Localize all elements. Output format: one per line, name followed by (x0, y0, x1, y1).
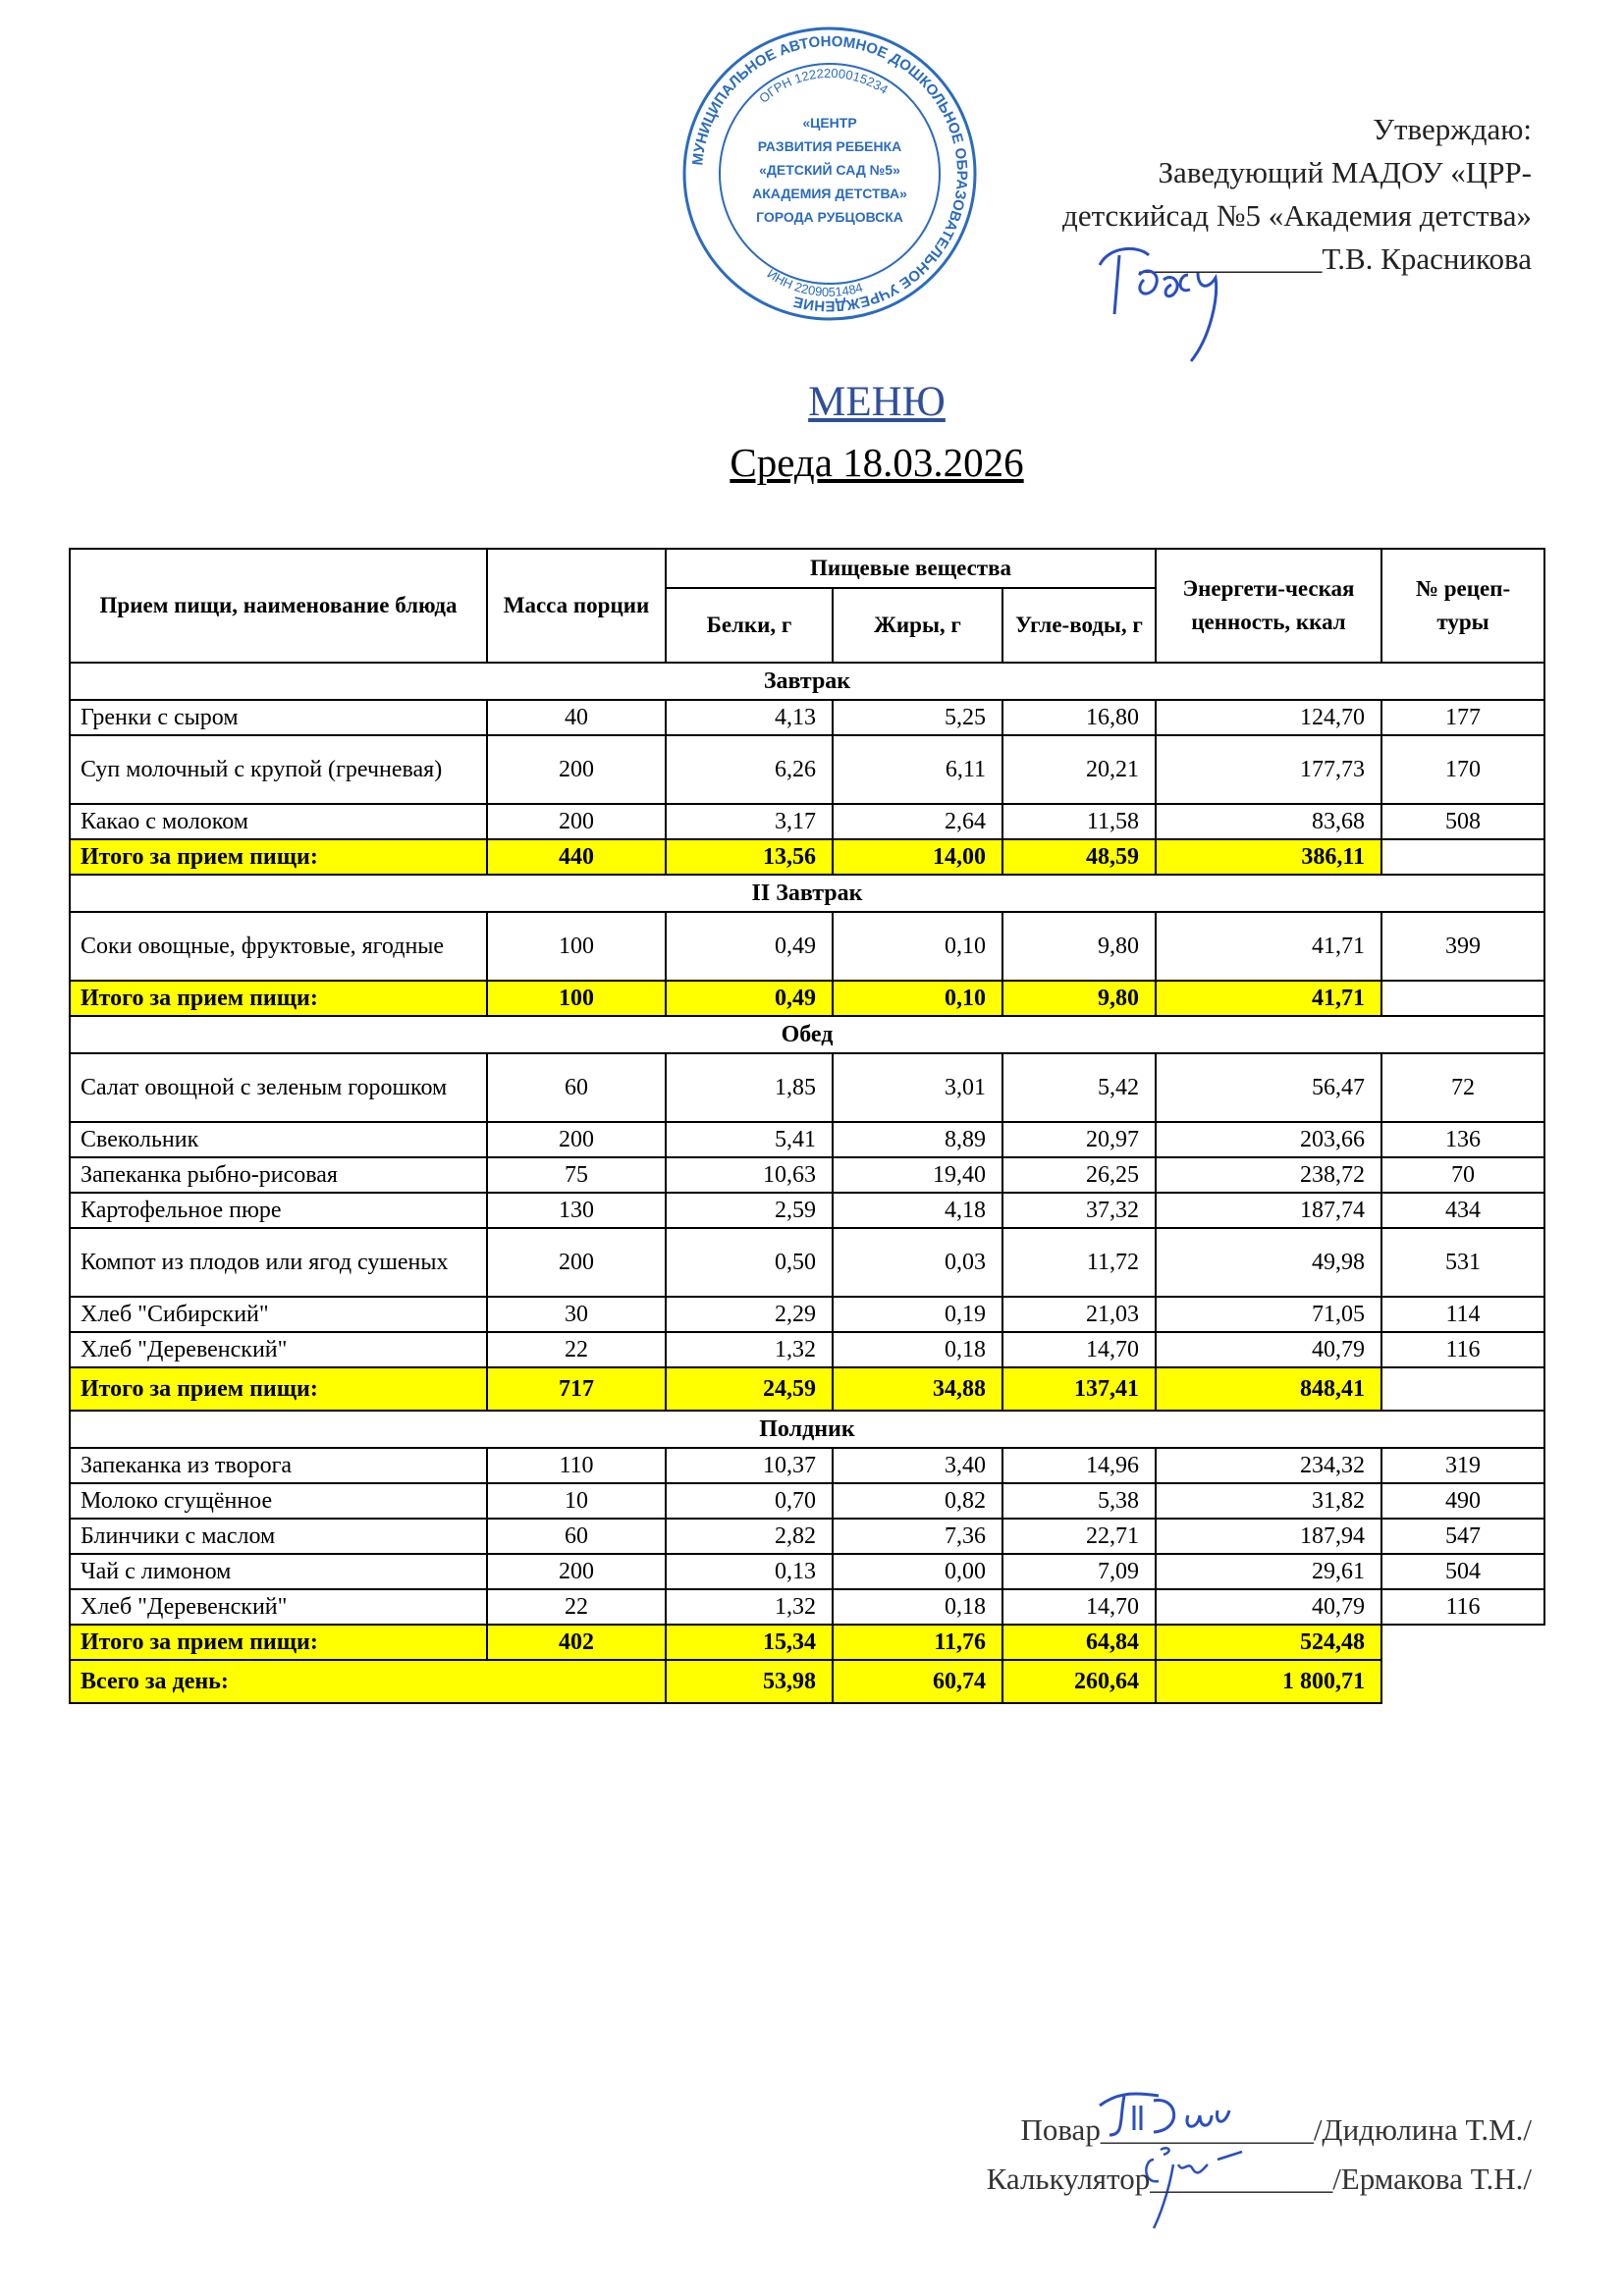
table-row (70, 700, 1544, 735)
header-recipe: № рецеп-туры (1381, 549, 1544, 663)
table-row (70, 1053, 1544, 1122)
total-carbs: 9,80 (1002, 981, 1156, 1016)
section-title: Завтрак (70, 663, 1544, 700)
cell-fat: 0,82 (833, 1483, 1002, 1519)
dish-name: Блинчики с маслом (70, 1519, 487, 1554)
section-header-row (70, 1411, 1544, 1448)
cell-mass: 200 (487, 1122, 666, 1157)
cell-recipe: 72 (1381, 1053, 1544, 1122)
section-title: Полдник (70, 1411, 1544, 1448)
cell-fat: 0,18 (833, 1589, 1002, 1625)
cell-fat: 3,40 (833, 1448, 1002, 1483)
dish-name: Компот из плодов или ягод сушеных (70, 1228, 487, 1297)
header-protein: Белки, г (666, 588, 833, 663)
cell-protein: 0,49 (666, 912, 833, 981)
dish-name: Запеканка рыбно-рисовая (70, 1157, 487, 1193)
stamp-center-line: ГОРОДА РУБЦОВСКА (756, 209, 903, 225)
cell-recipe: 531 (1381, 1228, 1544, 1297)
total-fat: 14,00 (833, 839, 1002, 875)
cell-fat: 7,36 (833, 1519, 1002, 1554)
total-label: Итого за прием пищи: (70, 1367, 487, 1411)
cell-recipe: 70 (1381, 1157, 1544, 1193)
cell-energy: 56,47 (1156, 1053, 1381, 1122)
day-total-fat: 60,74 (833, 1660, 1002, 1703)
dish-name: Салат овощной с зеленым горошком (70, 1053, 487, 1122)
dish-name: Суп молочный с крупой (гречневая) (70, 735, 487, 804)
day-total-label: Всего за день: (70, 1660, 666, 1703)
calculator-signature-line: Калькулятор____________/Ермакова Т.Н./ (986, 2162, 1532, 2196)
day-total-protein: 53,98 (666, 1660, 833, 1703)
table-row (70, 1448, 1544, 1483)
total-label: Итого за прием пищи: (70, 981, 487, 1016)
cell-recipe: 508 (1381, 804, 1544, 839)
director-signature (1080, 226, 1276, 373)
approval-line: Утверждаю: (1373, 112, 1532, 146)
dish-name: Свекольник (70, 1122, 487, 1157)
cell-mass: 10 (487, 1483, 666, 1519)
table-row (70, 1519, 1544, 1554)
cell-protein: 2,59 (666, 1193, 833, 1228)
cell-carbs: 22,71 (1002, 1519, 1156, 1554)
cell-protein: 0,70 (666, 1483, 833, 1519)
cell-energy: 40,79 (1156, 1332, 1381, 1367)
section-header-row (70, 663, 1544, 700)
header-name: Прием пищи, наименование блюда (70, 549, 487, 663)
total-label: Итого за прием пищи: (70, 839, 487, 875)
stamp-center-line: «ДЕТСКИЙ САД №5» (759, 162, 900, 178)
cell-fat: 5,25 (833, 700, 1002, 735)
cell-mass: 200 (487, 1228, 666, 1297)
cell-fat: 0,03 (833, 1228, 1002, 1297)
day-total-empty-cell (1381, 1660, 1544, 1703)
cell-energy: 49,98 (1156, 1228, 1381, 1297)
cell-fat: 0,00 (833, 1554, 1002, 1589)
cell-recipe: 116 (1381, 1332, 1544, 1367)
cell-energy: 71,05 (1156, 1297, 1381, 1332)
cell-protein: 0,13 (666, 1554, 833, 1589)
cell-energy: 41,71 (1156, 912, 1381, 981)
cell-protein: 1,85 (666, 1053, 833, 1122)
cell-protein: 10,37 (666, 1448, 833, 1483)
table-row (70, 1589, 1544, 1625)
cell-fat: 0,18 (833, 1332, 1002, 1367)
day-total-row (70, 1660, 1544, 1703)
total-protein: 24,59 (666, 1367, 833, 1411)
cell-energy: 31,82 (1156, 1483, 1381, 1519)
cell-carbs: 14,96 (1002, 1448, 1156, 1483)
cell-fat: 0,19 (833, 1297, 1002, 1332)
cell-energy: 177,73 (1156, 735, 1381, 804)
cell-fat: 6,11 (833, 735, 1002, 804)
cell-recipe: 547 (1381, 1519, 1544, 1554)
table-row (70, 1297, 1544, 1332)
header-nutrients: Пищевые вещества (666, 549, 1156, 588)
cell-energy: 29,61 (1156, 1554, 1381, 1589)
cell-energy: 187,74 (1156, 1193, 1381, 1228)
stamp-outer-text: МУНИЦИПАЛЬНОЕ АВТОНОМНОЕ ДОШКОЛЬНОЕ ОБРАЗОВАТЕЛЬНОЕ УЧРЕЖДЕНИЕ (689, 32, 971, 315)
cell-protein: 4,13 (666, 700, 833, 735)
cell-mass: 110 (487, 1448, 666, 1483)
total-mass: 402 (487, 1625, 666, 1660)
stamp-center-line: АКАДЕМИЯ ДЕТСТВА» (752, 186, 907, 201)
cell-energy: 203,66 (1156, 1122, 1381, 1157)
cell-carbs: 14,70 (1002, 1589, 1156, 1625)
dish-name: Какао с молоком (70, 804, 487, 839)
total-empty-cell (1381, 839, 1544, 875)
cell-mass: 200 (487, 804, 666, 839)
cell-mass: 60 (487, 1053, 666, 1122)
cell-carbs: 26,25 (1002, 1157, 1156, 1193)
cell-fat: 8,89 (833, 1122, 1002, 1157)
cell-fat: 2,64 (833, 804, 1002, 839)
approval-line: ____________Т.В. Красникова (1139, 241, 1532, 276)
total-fat: 34,88 (833, 1367, 1002, 1411)
dish-name: Хлеб "Деревенский" (70, 1332, 487, 1367)
cell-protein: 6,26 (666, 735, 833, 804)
table-row (70, 1157, 1544, 1193)
cell-mass: 40 (487, 700, 666, 735)
table-row (70, 1122, 1544, 1157)
stamp-center-line: «ЦЕНТР (802, 115, 857, 131)
cell-energy: 83,68 (1156, 804, 1381, 839)
cell-recipe: 490 (1381, 1483, 1544, 1519)
organization-stamp (677, 22, 982, 326)
cell-carbs: 21,03 (1002, 1297, 1156, 1332)
section-header-row (70, 875, 1544, 912)
cell-recipe: 136 (1381, 1122, 1544, 1157)
total-energy: 386,11 (1156, 839, 1381, 875)
total-protein: 13,56 (666, 839, 833, 875)
cell-protein: 5,41 (666, 1122, 833, 1157)
total-carbs: 137,41 (1002, 1367, 1156, 1411)
total-row (70, 1367, 1544, 1411)
cell-carbs: 20,21 (1002, 735, 1156, 804)
cell-protein: 2,82 (666, 1519, 833, 1554)
total-protein: 0,49 (666, 981, 833, 1016)
cell-protein: 3,17 (666, 804, 833, 839)
cell-carbs: 37,32 (1002, 1193, 1156, 1228)
dish-name: Картофельное пюре (70, 1193, 487, 1228)
table-row (70, 1554, 1544, 1589)
cell-carbs: 16,80 (1002, 700, 1156, 735)
cell-mass: 60 (487, 1519, 666, 1554)
cell-mass: 200 (487, 1554, 666, 1589)
cell-fat: 4,18 (833, 1193, 1002, 1228)
page-title: МЕНЮ (808, 379, 946, 425)
cell-mass: 75 (487, 1157, 666, 1193)
dish-name: Запеканка из творога (70, 1448, 487, 1483)
cell-energy: 234,32 (1156, 1448, 1381, 1483)
cell-recipe: 114 (1381, 1297, 1544, 1332)
total-row (70, 1625, 1544, 1660)
cell-mass: 100 (487, 912, 666, 981)
cook-signature-line: Повар______________/Дидюлина Т.М./ (1020, 2112, 1532, 2147)
total-energy: 524,48 (1156, 1625, 1381, 1660)
cell-fat: 0,10 (833, 912, 1002, 981)
cell-carbs: 14,70 (1002, 1332, 1156, 1367)
cell-mass: 130 (487, 1193, 666, 1228)
page-subtitle: Среда 18.03.2026 (730, 440, 1024, 485)
approval-line: Заведующий МАДОУ «ЦРР- (1158, 155, 1532, 189)
cell-protein: 0,50 (666, 1228, 833, 1297)
total-empty-cell (1381, 1625, 1544, 1660)
cell-carbs: 9,80 (1002, 912, 1156, 981)
cell-fat: 19,40 (833, 1157, 1002, 1193)
total-mass: 440 (487, 839, 666, 875)
cell-recipe: 504 (1381, 1554, 1544, 1589)
table-row (70, 912, 1544, 981)
cell-recipe: 170 (1381, 735, 1544, 804)
approval-line: детскийсад №5 «Академия детства» (1062, 198, 1532, 233)
table-row (70, 1332, 1544, 1367)
signatures-block (884, 2106, 1532, 2204)
stamp-inn: ИНН 2209051484 (764, 266, 865, 300)
total-row (70, 981, 1544, 1016)
cell-protein: 1,32 (666, 1589, 833, 1625)
cell-recipe: 177 (1381, 700, 1544, 735)
cell-carbs: 11,58 (1002, 804, 1156, 839)
stamp-ogrn: ОГРН 1222200015234 (756, 65, 892, 106)
cell-protein: 1,32 (666, 1332, 833, 1367)
dish-name: Молоко сгущённое (70, 1483, 487, 1519)
dish-name: Хлеб "Деревенский" (70, 1589, 487, 1625)
header-fat: Жиры, г (833, 588, 1002, 663)
total-fat: 0,10 (833, 981, 1002, 1016)
header-carbs: Угле-воды, г (1002, 588, 1156, 663)
total-energy: 41,71 (1156, 981, 1381, 1016)
cell-mass: 200 (487, 735, 666, 804)
total-empty-cell (1381, 1367, 1544, 1411)
total-carbs: 64,84 (1002, 1625, 1156, 1660)
cell-recipe: 434 (1381, 1193, 1544, 1228)
table-row (70, 1483, 1544, 1519)
total-label: Итого за прием пищи: (70, 1625, 487, 1660)
table-row (70, 1228, 1544, 1297)
table-row (70, 1193, 1544, 1228)
cell-protein: 2,29 (666, 1297, 833, 1332)
dish-name: Хлеб "Сибирский" (70, 1297, 487, 1332)
total-mass: 100 (487, 981, 666, 1016)
total-energy: 848,41 (1156, 1367, 1381, 1411)
cell-fat: 3,01 (833, 1053, 1002, 1122)
stamp-center-line: РАЗВИТИЯ РЕБЕНКА (757, 138, 902, 154)
day-total-energy: 1 800,71 (1156, 1660, 1381, 1703)
cell-protein: 10,63 (666, 1157, 833, 1193)
dish-name: Чай с лимоном (70, 1554, 487, 1589)
cell-carbs: 5,38 (1002, 1483, 1156, 1519)
total-mass: 717 (487, 1367, 666, 1411)
cell-mass: 30 (487, 1297, 666, 1332)
cell-recipe: 116 (1381, 1589, 1544, 1625)
header-energy: Энергети-ческая ценность, ккал (1156, 549, 1381, 663)
total-row (70, 839, 1544, 875)
cell-mass: 22 (487, 1332, 666, 1367)
total-fat: 11,76 (833, 1625, 1002, 1660)
total-carbs: 48,59 (1002, 839, 1156, 875)
total-protein: 15,34 (666, 1625, 833, 1660)
cell-recipe: 319 (1381, 1448, 1544, 1483)
cell-energy: 187,94 (1156, 1519, 1381, 1554)
total-empty-cell (1381, 981, 1544, 1016)
menu-table (69, 548, 1545, 1704)
section-title: II Завтрак (70, 875, 1544, 912)
cell-energy: 238,72 (1156, 1157, 1381, 1193)
cell-carbs: 20,97 (1002, 1122, 1156, 1157)
day-total-carbs: 260,64 (1002, 1660, 1156, 1703)
cell-energy: 40,79 (1156, 1589, 1381, 1625)
section-header-row (70, 1016, 1544, 1053)
header-mass: Масса порции (487, 549, 666, 663)
table-row (70, 735, 1544, 804)
cell-carbs: 7,09 (1002, 1554, 1156, 1589)
cell-carbs: 11,72 (1002, 1228, 1156, 1297)
cell-energy: 124,70 (1156, 700, 1381, 735)
section-title: Обед (70, 1016, 1544, 1053)
menu-body (70, 663, 1544, 1703)
cell-carbs: 5,42 (1002, 1053, 1156, 1122)
dish-name: Соки овощные, фруктовые, ягодные (70, 912, 487, 981)
table-row (70, 804, 1544, 839)
dish-name: Гренки с сыром (70, 700, 487, 735)
cell-mass: 22 (487, 1589, 666, 1625)
cell-recipe: 399 (1381, 912, 1544, 981)
